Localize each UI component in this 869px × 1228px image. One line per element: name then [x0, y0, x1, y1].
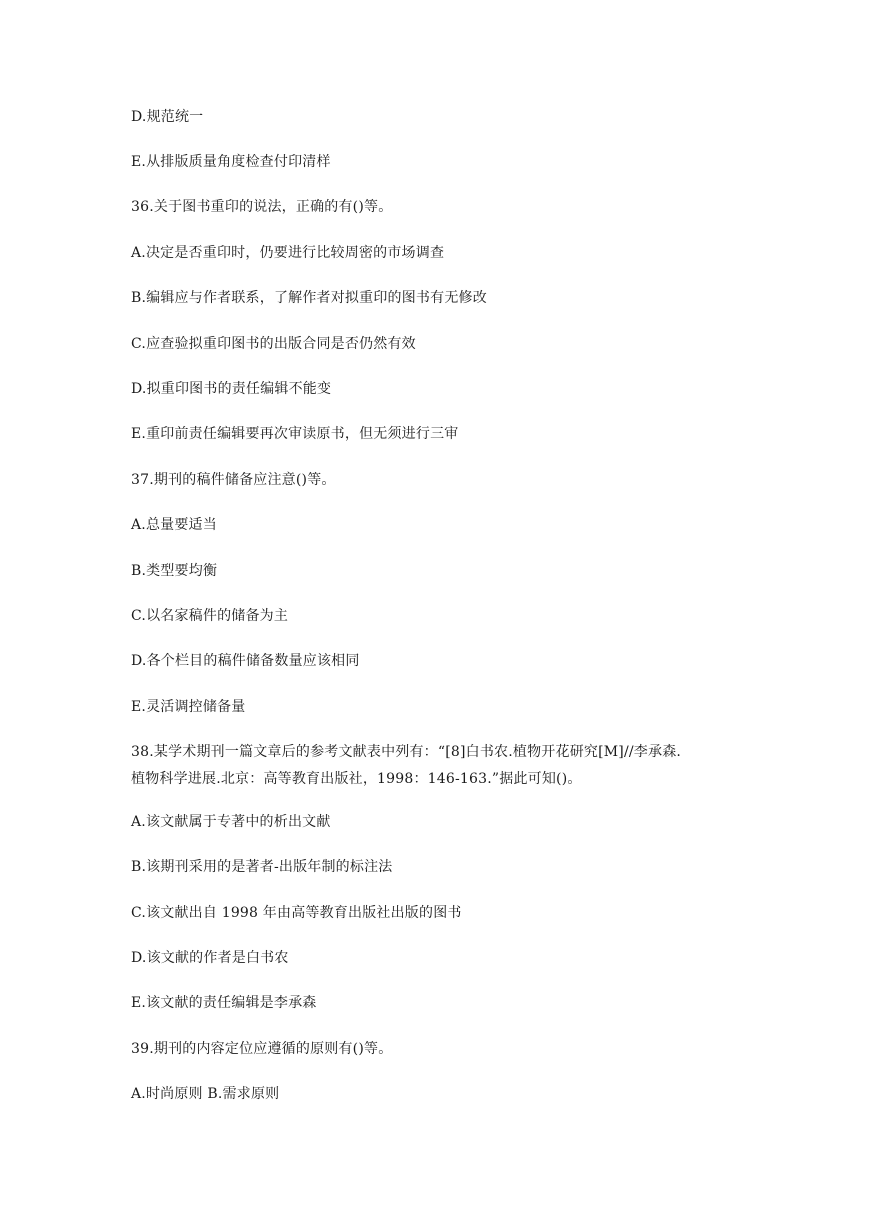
- question-38-option-e: E.该文献的责任编辑是李承森: [131, 995, 317, 1011]
- option-e-text: E.从排版质量角度检查付印清样: [131, 154, 331, 170]
- question-38-line-1: 38.某学术期刊一篇文章后的参考文献表中列有：“[8]白书农.植物开花研究[M]//李承森.: [131, 744, 682, 760]
- question-37-option-c: C.以名家稿件的储备为主: [131, 608, 289, 624]
- question-39: 39.期刊的内容定位应遵循的原则有()等。: [131, 1041, 393, 1057]
- question-37-option-d: D.各个栏目的稿件储备数量应该相同: [131, 653, 360, 669]
- question-36-option-d: D.拟重印图书的责任编辑不能变: [131, 381, 332, 397]
- question-38-option-b: B.该期刊采用的是著者-出版年制的标注法: [131, 859, 393, 875]
- question-36: 36.关于图书重印的说法，正确的有()等。: [131, 199, 393, 215]
- question-36-option-c: C.应查验拟重印图书的出版合同是否仍然有效: [131, 336, 416, 352]
- option-d-text: D.规范统一: [131, 109, 204, 125]
- question-37-option-b: B.类型要均衡: [131, 563, 218, 579]
- question-39-options-ab: A.时尚原则 B.需求原则: [131, 1086, 280, 1102]
- question-38-option-d: D.该文献的作者是白书农: [131, 950, 289, 966]
- question-37-option-e: E.灵活调控储备量: [131, 699, 246, 715]
- question-38-line-2: 植物科学进展.北京：高等教育出版社，1998：146-163.”据此可知()。: [131, 771, 582, 787]
- question-38-option-c: C.该文献出自 1998 年由高等教育出版社出版的图书: [131, 905, 462, 921]
- question-37-option-a: A.总量要适当: [131, 517, 217, 533]
- question-38-option-a: A.该文献属于专著中的析出文献: [131, 814, 331, 830]
- question-37: 37.期刊的稿件储备应注意()等。: [131, 472, 336, 488]
- question-36-option-b: B.编辑应与作者联系，了解作者对拟重印的图书有无修改: [131, 290, 487, 306]
- question-36-option-e: E.重印前责任编辑要再次审读原书，但无须进行三审: [131, 426, 459, 442]
- question-36-option-a: A.决定是否重印时，仍要进行比较周密的市场调查: [131, 245, 445, 261]
